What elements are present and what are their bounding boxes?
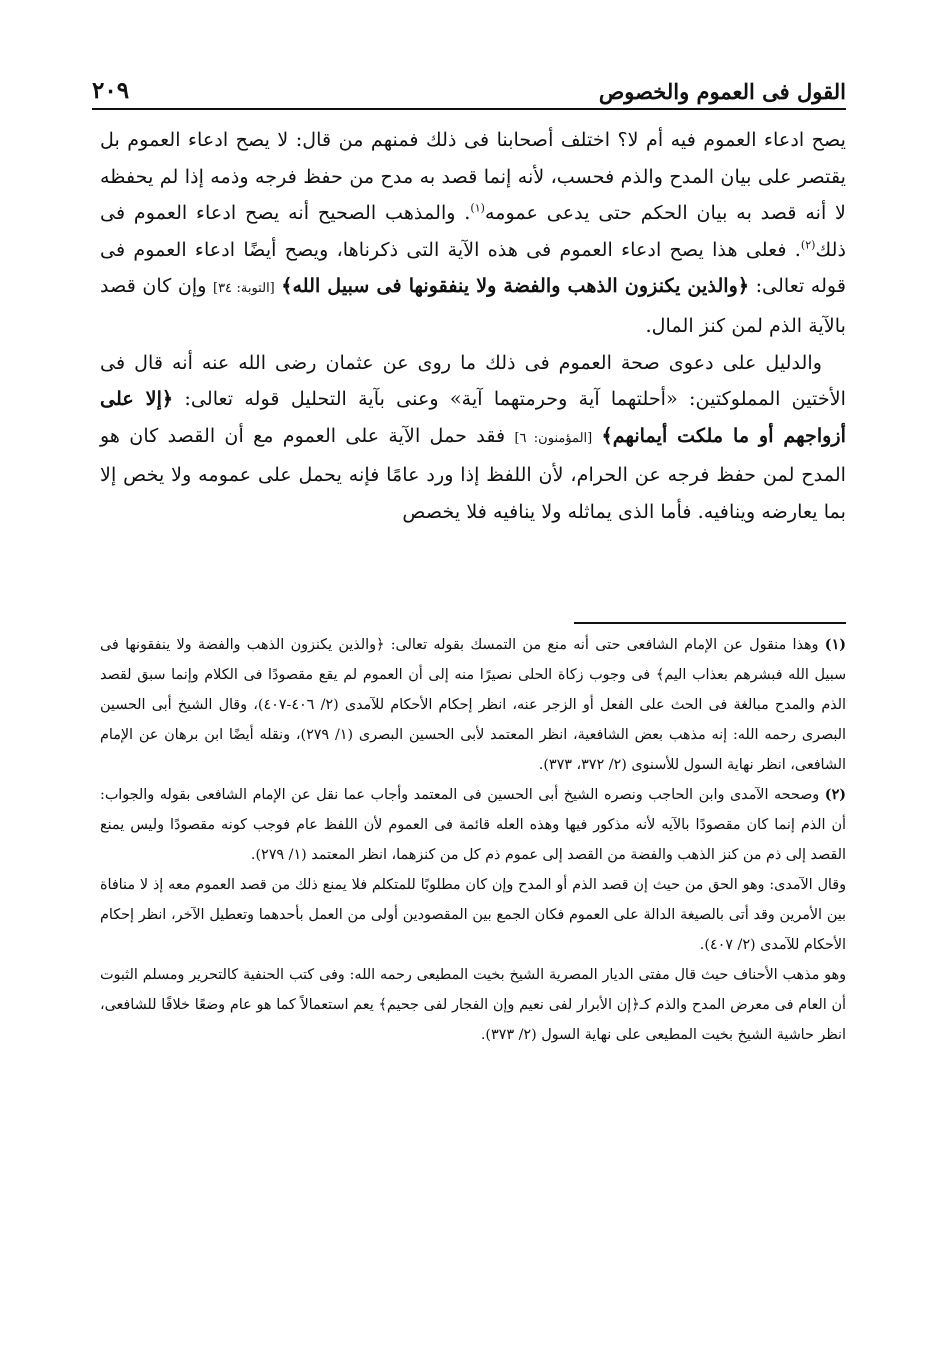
paragraph-2-text-b: فقد حمل الآية على العموم مع أن القصد كان هو المدح لمن حفظ فرجه عن الحرام، لأن اللفظ إذا ورد عامًا فإنه يحمل على عمومه ولا يخص إلا بما يعارضه وينافيه. فأما الذى يماثله ولا ينافيه فلا يخصص bbox=[100, 423, 846, 523]
footnote-2 bbox=[100, 780, 846, 870]
running-title: القول فى العموم والخصوص bbox=[598, 79, 846, 104]
paragraph-1-text-d: وإن كان قصد بالآية الذم لمن كنز المال. bbox=[100, 274, 846, 337]
footnote-ref-2: (٢) bbox=[800, 238, 816, 252]
footnote-1-text-a: وهذا منقول عن الإمام الشافعى حتى أنه منع من التمسك بقوله تعالى: bbox=[390, 637, 819, 653]
footnote-2-hanafi bbox=[100, 960, 846, 1050]
page-header bbox=[92, 64, 846, 110]
quran-verse-muminun: ﴿إلا على أزواجهم أو ما ملكت أيمانهم﴾ bbox=[100, 387, 847, 447]
paragraph-1 bbox=[100, 122, 846, 345]
main-text bbox=[100, 122, 846, 531]
verse-reference-muminun: [المؤمنون: ٦] bbox=[514, 430, 593, 446]
page-number: ٢٠٩ bbox=[92, 77, 130, 104]
footnote-separator bbox=[574, 622, 846, 624]
footnote-2-text: وصححه الآمدى وابن الحاجب ونصره الشيخ أبى الحسين فى المعتمد وأجاب عما نقل عن الإمام الشافعى بقوله والجواب: أن الذم إنما كان مقصودًا بالآيه لأنه مذكور فيها وهذه العله قائمة فى العموم لأن اللفظ عام فوجب كونه مقصودًا وليس يمنع القصد إلى ذم من كنز الذهب والفضة من القصد إلى عموم ذم كل من كنزهما، انظر المعتمد (١/ ٢٧٩). bbox=[100, 787, 846, 863]
footnote-1-number: (١) bbox=[824, 637, 847, 653]
footnote-ref-1: (١) bbox=[470, 201, 485, 215]
paragraph-1-text-c: . فعلى هذا يصح ادعاء العموم فى هذه الآية التى ذكرناها، ويصح أيضًا ادعاء العموم فى قوله تعالى: bbox=[100, 237, 846, 298]
footnote-1 bbox=[100, 630, 846, 780]
footnote-1-quran: ﴿والذين يكنزون الذهب والفضة ولا ينفقونها فى سبيل الله فبشرهم بعذاب اليم﴾ bbox=[100, 637, 846, 683]
quran-verse-tawbah: ﴿والذين يكنزون الذهب والفضة ولا ينفقونها فى سبيل الله﴾ bbox=[281, 274, 750, 298]
footnote-1-text-b: فى وجوب زكاة الحلى نصيرًا منه إلى أن العموم لم يقع مقصودًا فى الكلام وإنما سبق لقصد الذم والمدح مبالغة فى الحث على الفعل أو الزجر عنه، انظر إحكام الأحكام للآمدى (٢/ ٤٠٦-٤٠٧)، وقال الشيخ أبى الحسين البصرى رحمه الله: إنه مذهب بعض الشافعية، انظر المعتمد لأبى الحسين البصرى (١/ ٢٧٩)، ونقله أيضًا ابن برهان عن الإمام الشافعى، انظر نهاية السول للأسنوى (٢/ ٣٧٢، ٣٧٣). bbox=[100, 667, 847, 773]
paragraph-1-text-b: . والمذهب الصحيح أنه يصح ادعاء العموم فى ذلك bbox=[100, 201, 846, 261]
paragraph-2-text-a: والدليل على دعوى صحة العموم فى ذلك ما روى عن عثمان رضى الله عنه أنه قال فى الأختين المملوكتين: «أحلتهما آية وحرمتهما آية» وعنى بآية التحليل قوله تعالى: bbox=[100, 350, 846, 411]
footnote-2-number: (٢) bbox=[824, 787, 847, 803]
footnotes bbox=[100, 630, 846, 1050]
footnote-2-hanafi-text-a: وهو مذهب الأحناف حيث قال مفتى الديار المصرية الشيخ بخيت المطيعى رحمه الله: وفى كتب الحنفية كالتحرير ومسلم الثبوت أن العام فى معرض المدح والذم كـ bbox=[100, 967, 847, 1013]
footnote-2-amidi: وقال الآمدى: وهو الحق من حيث إن قصد الذم أو المدح وإن كان مطلوبًا للمتكلم فلا يمنع ذلك من قصد العموم معه إذ لا منافاة بين الأمرين وقد أتى بالصيغة الدالة على العموم فكان الجمع بين المقصودين أولى من العمل بأحدهما وتعطيل الآخر، انظر إحكام الأحكام للآمدى (٢/ ٤٠٧). bbox=[100, 877, 846, 953]
paragraph-1-text-a: يصح ادعاء العموم فيه أم لا؟ اختلف أصحابنا فى ذلك فمنهم من قال: لا يصح ادعاء العموم بل يقتصر على بيان المدح والذم فحسب، لأنه إنما قصد به مدح من حفظ فرجه وذمه إذا لم يحفظه لا أنه قصد به بيان الحكم حتى يدعى عمومه bbox=[100, 128, 846, 225]
footnote-2-hanafi-text-b: يعم استعمالاً كما هو عام وضعًا خلافًا للشافعى، انظر حاشية الشيخ بخيت المطيعى على نهاية السول (٢/ ٣٧٣). bbox=[100, 997, 846, 1043]
footnote-2-hanafi-quran: ﴿إن الأبرار لفى نعيم وإن الفجار لفى جحيم﴾ bbox=[378, 997, 640, 1013]
verse-reference-tawbah: [التوبة: ٣٤] bbox=[212, 281, 275, 297]
paragraph-2 bbox=[100, 345, 846, 531]
